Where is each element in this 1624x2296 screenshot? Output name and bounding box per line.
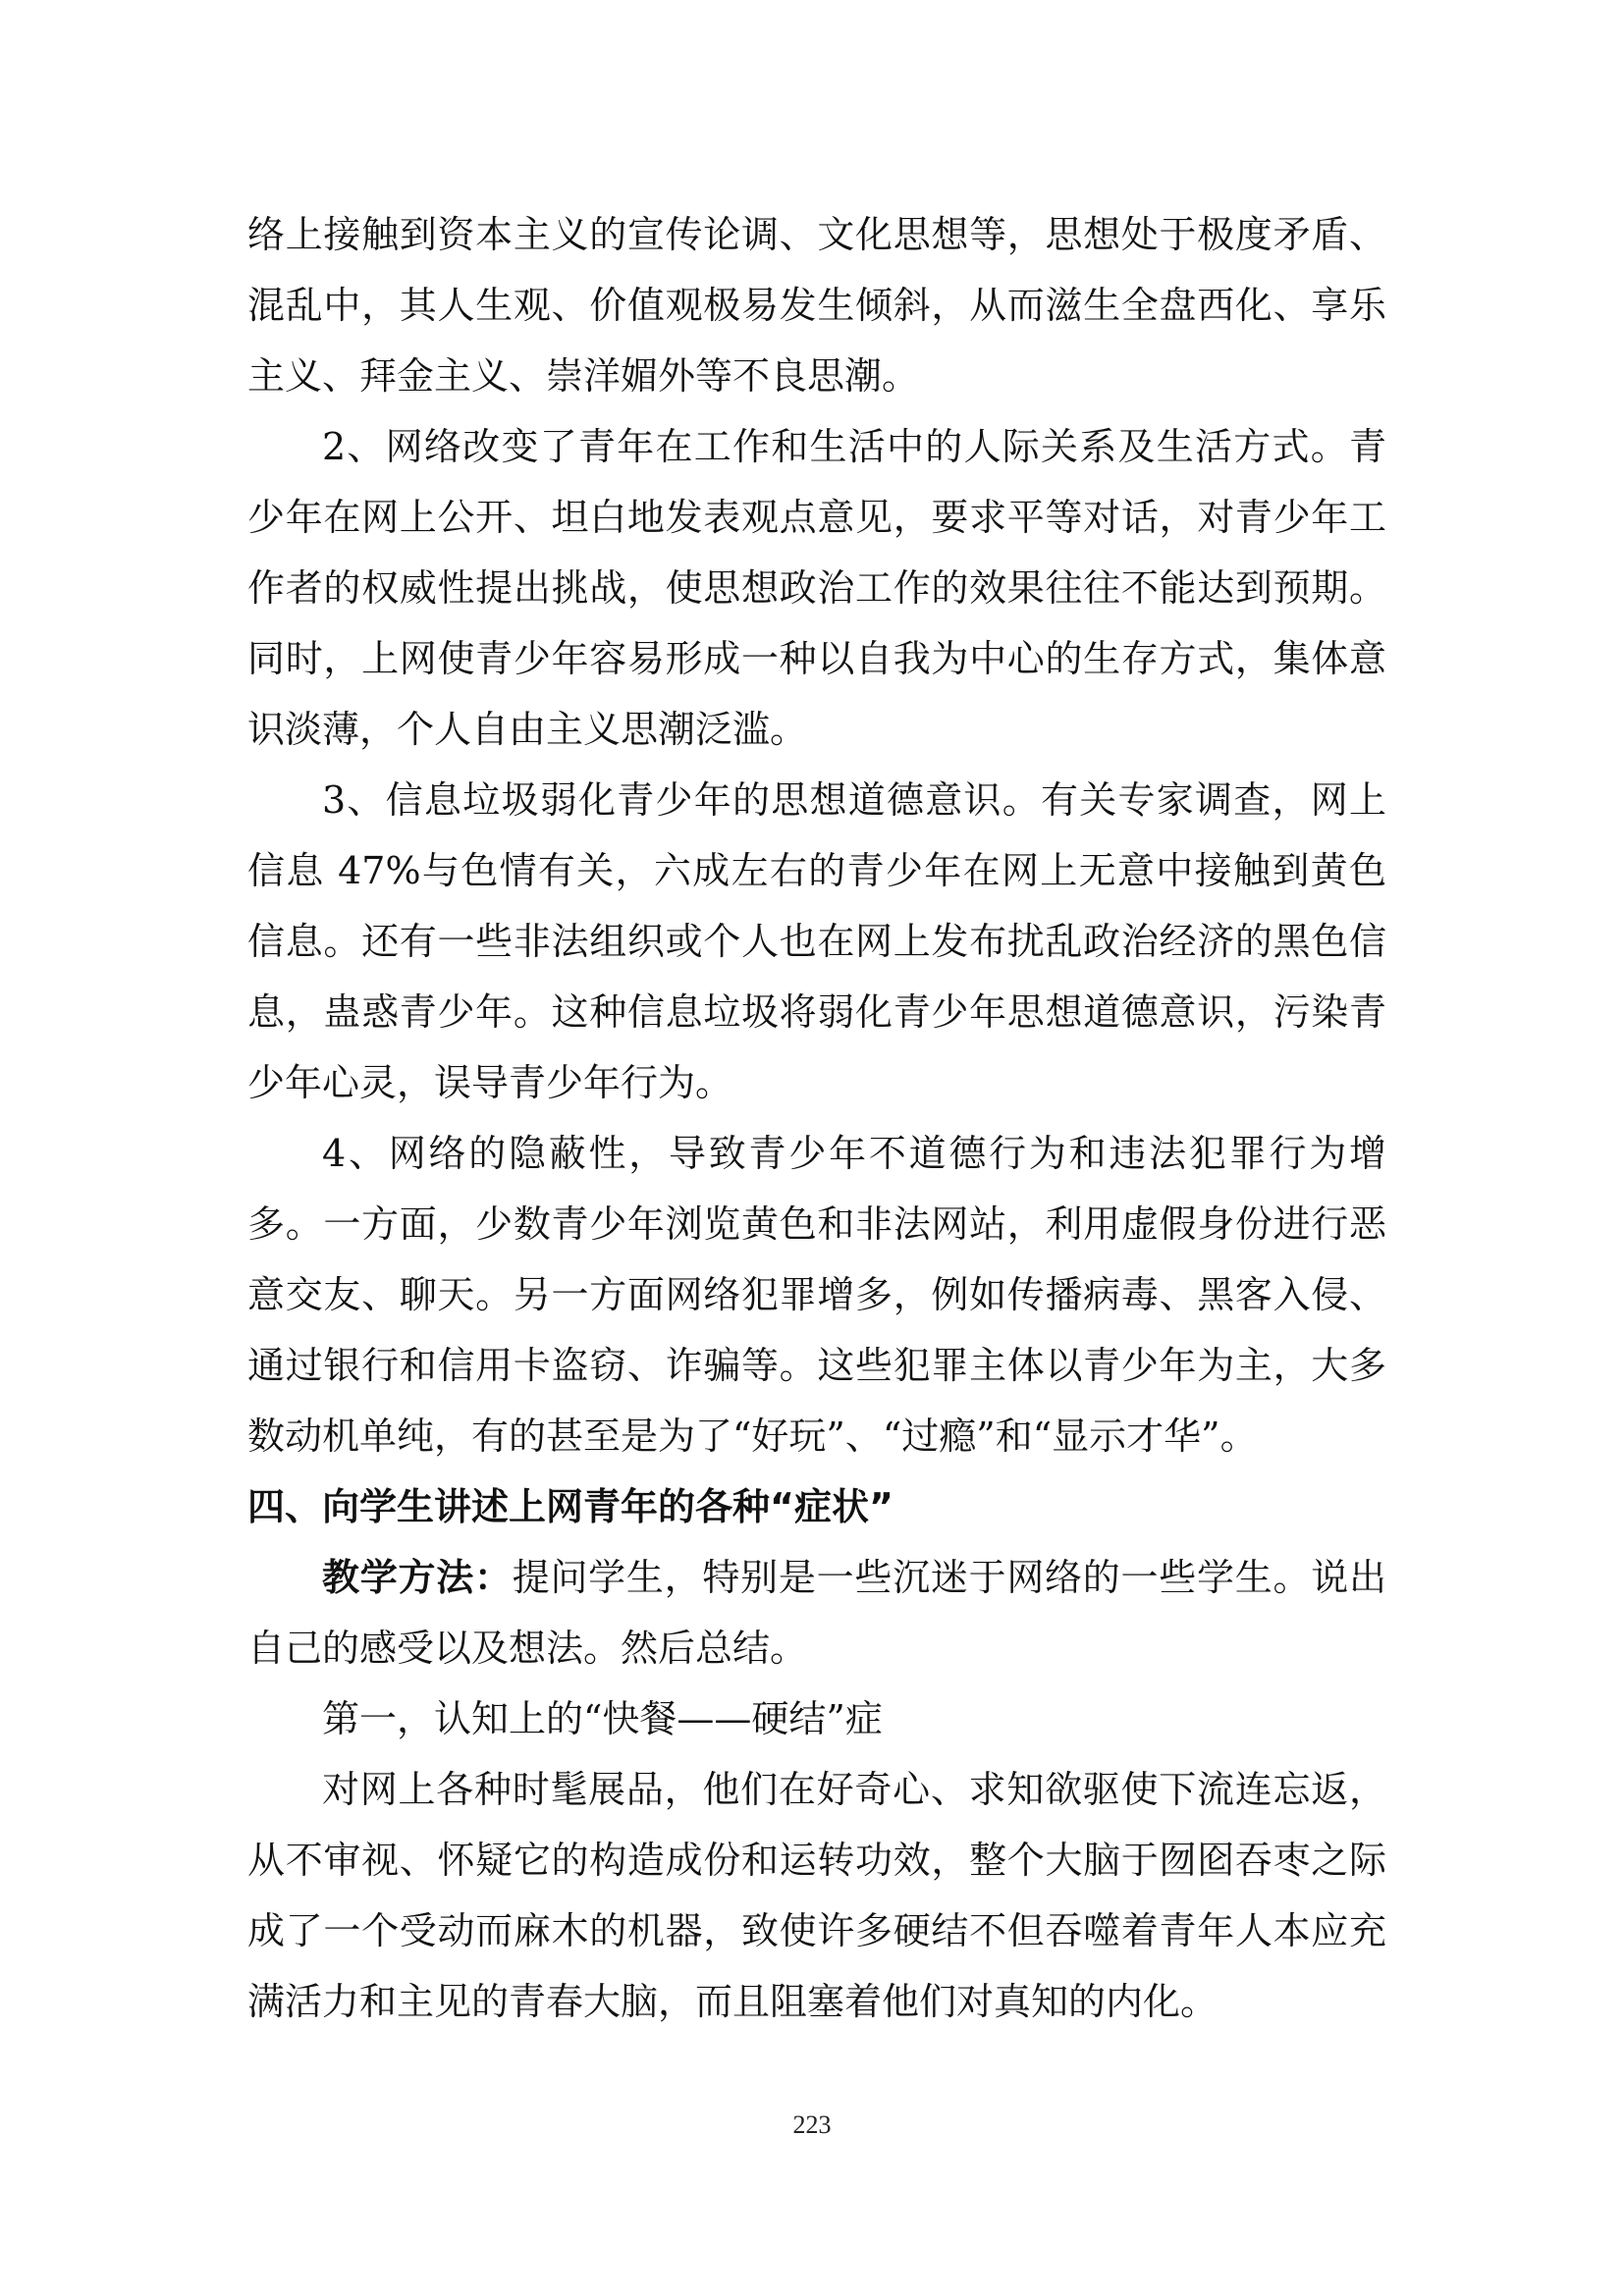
teaching-method-label: 教学方法： — [322, 1556, 513, 1599]
section-heading-4: 四、向学生讲述上网青年的各种“症状” — [247, 1485, 893, 1528]
paragraph-point-2: 2、网络改变了青年在工作和生活中的人际关系及生活方式。青少年在网上公开、坦白地发表观点意见，要求平等对话，对青少年工作者的权威性提出挑战，使思想政治工作的效果往往不能达到预期。同时，上网使青少年容易形成一种以自我为中心的生存方式，集体意识淡薄，个人自由主义思潮泛滥。 — [247, 425, 1386, 751]
teaching-method-paragraph — [247, 1542, 1386, 1683]
subheading-first-symptom: 第一，认知上的“快餐——硬结”症 — [322, 1697, 883, 1740]
paragraph-continuation: 络上接触到资本主义的宣传论调、文化思想等，思想处于极度矛盾、混乱中，其人生观、价值观极易发生倾斜，从而滋生全盘西化、享乐主义、拜金主义、崇洋媚外等不良思潮。 — [247, 213, 1386, 398]
document-body — [247, 199, 1386, 2037]
paragraph-point-4: 4、网络的隐蔽性，导致青少年不道德行为和违法犯罪行为增多。一方面，少数青少年浏览黄色和非法网站，利用虚假身份进行恶意交友、聊天。另一方面网络犯罪增多，例如传播病毒、黑客入侵、通过银行和信用卡盗窃、诈骗等。这些犯罪主体以青少年为主，大多数动机单纯，有的甚至是为了“好玩”、“过瘾”和“显示才华”。 — [247, 1132, 1386, 1458]
teaching-method-text: 提问学生，特别是一些沉迷于网络的一些学生。说出自己的感受以及想法。然后总结。 — [247, 1556, 1386, 1670]
paragraph-first-symptom: 对网上各种时髦展品，他们在好奇心、求知欲驱使下流连忘返，从不审视、怀疑它的构造成份和运转功效，整个大脑于囫囵吞枣之际成了一个受动而麻木的机器，致使许多硬结不但吞噬着青年人本应充满活力和主见的青春大脑，而且阻塞着他们对真知的内化。 — [247, 1768, 1386, 2023]
paragraph-point-3: 3、信息垃圾弱化青少年的思想道德意识。有关专家调查，网上信息 47%与色情有关，六成左右的青少年在网上无意中接触到黄色信息。还有一些非法组织或个人也在网上发布扰乱政治经济的黑色信息，蛊惑青少年。这种信息垃圾将弱化青少年思想道德意识，污染青少年心灵，误导青少年行为。 — [247, 778, 1386, 1104]
page-number: 223 — [792, 2110, 832, 2139]
